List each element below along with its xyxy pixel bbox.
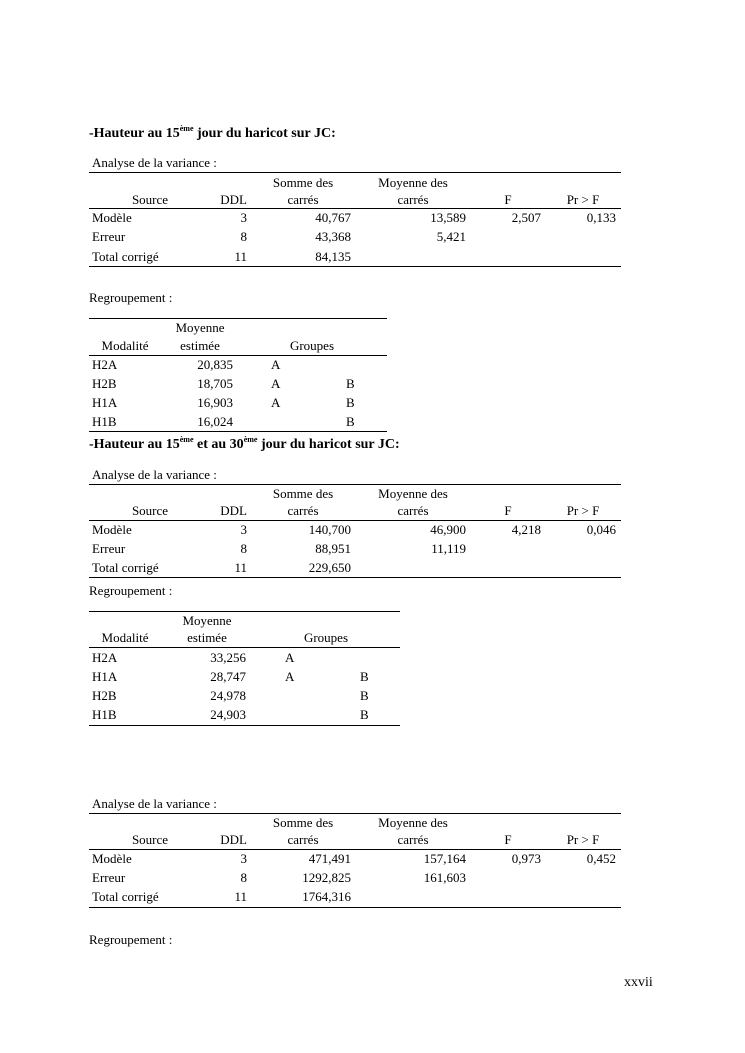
header-ss-line2: carrés	[287, 503, 319, 518]
cell-ms: 11,119	[431, 541, 466, 556]
cell-ddl: 3	[240, 851, 247, 866]
header-f: F	[504, 832, 512, 847]
table-header-rule	[89, 849, 621, 850]
section1-group-label: Regroupement :	[89, 290, 173, 305]
group-letter: B	[360, 669, 369, 684]
group-letter: B	[360, 688, 369, 703]
group-value: 16,903	[197, 395, 233, 410]
table-row: Erreur	[92, 870, 126, 885]
table-top-rule	[89, 484, 621, 485]
group-header-groupes: Groupes	[303, 630, 349, 645]
group-value: 16,024	[197, 414, 233, 429]
group-letter: A	[271, 395, 281, 410]
group-letter: A	[271, 376, 281, 391]
header-ms-line1: Moyenne des	[378, 175, 448, 190]
group-table-header-rule	[89, 355, 387, 356]
table-bottom-rule	[89, 907, 621, 908]
list-item: H1B	[92, 707, 117, 722]
header-ss-line1: Somme des	[272, 486, 334, 501]
group-letter: B	[346, 395, 355, 410]
table-row: Erreur	[92, 541, 126, 556]
header-f: F	[504, 503, 512, 518]
cell-ss: 1292,825	[302, 870, 351, 885]
table-row: Total corrigé	[92, 889, 159, 904]
cell-ss: 40,767	[315, 210, 351, 225]
header-ss-line1: Somme des	[272, 815, 334, 830]
section1-heading: -Hauteur au 15ème jour du haricot sur JC:	[89, 124, 336, 141]
header-ss-line2: carrés	[287, 832, 319, 847]
list-item: H2A	[92, 650, 118, 665]
group-letter: B	[360, 707, 369, 722]
section1-anova-label: Analyse de la variance :	[92, 155, 217, 170]
table-bottom-rule	[89, 577, 621, 578]
cell-ms: 46,900	[430, 522, 466, 537]
cell-ss: 140,700	[308, 522, 351, 537]
table-row: Modèle	[92, 210, 132, 225]
list-item: H2A	[92, 357, 118, 372]
group-header-groupes: Groupes	[289, 338, 335, 353]
table-top-rule	[89, 172, 621, 173]
table-header-rule	[89, 208, 621, 209]
cell-ddl: 3	[240, 522, 247, 537]
cell-ms: 157,164	[423, 851, 466, 866]
group-letter: A	[285, 669, 295, 684]
header-p: Pr > F	[566, 503, 600, 518]
cell-f: 0,973	[511, 851, 541, 866]
group-letter: A	[285, 650, 295, 665]
cell-ss: 471,491	[308, 851, 351, 866]
table-top-rule	[89, 813, 621, 814]
cell-ddl: 8	[240, 870, 247, 885]
group-letter: B	[346, 376, 355, 391]
header-source: Source	[131, 503, 169, 518]
page-number: xxvii	[624, 975, 653, 990]
table-header-rule	[89, 520, 621, 521]
cell-ss: 84,135	[315, 249, 351, 264]
cell-ms: 5,421	[436, 229, 466, 244]
cell-p: 0,133	[586, 210, 616, 225]
section3-group-label: Regroupement :	[89, 932, 173, 947]
header-f: F	[504, 192, 512, 207]
list-item: H2B	[92, 376, 117, 391]
group-table-header-rule	[89, 647, 400, 648]
cell-ms: 161,603	[423, 870, 466, 885]
group-value: 28,747	[210, 669, 246, 684]
cell-ms: 13,589	[430, 210, 466, 225]
cell-p: 0,452	[586, 851, 616, 866]
cell-f: 4,218	[511, 522, 541, 537]
table-row: Erreur	[92, 229, 126, 244]
group-letter: B	[346, 414, 355, 429]
group-header-moy-line2: estimée	[187, 630, 227, 645]
group-header-moy-line1: Moyenne	[182, 613, 232, 628]
group-table-top-rule	[89, 611, 400, 612]
table-row: Total corrigé	[92, 560, 159, 575]
cell-f: 2,507	[511, 210, 541, 225]
group-header-modalite: Modalité	[101, 338, 149, 353]
cell-ddl: 3	[240, 210, 247, 225]
header-ms-line1: Moyenne des	[378, 815, 448, 830]
section3-anova-label: Analyse de la variance :	[92, 796, 217, 811]
header-p: Pr > F	[566, 192, 600, 207]
header-ms-line2: carrés	[397, 503, 429, 518]
group-table-bottom-rule	[89, 725, 400, 726]
section2-heading: -Hauteur au 15ème et au 30ème jour du haricot sur JC:	[89, 435, 400, 452]
table-bottom-rule	[89, 266, 621, 267]
group-table-bottom-rule	[89, 431, 387, 432]
header-ss-line2: carrés	[287, 192, 319, 207]
group-header-moy-line2: estimée	[180, 338, 220, 353]
list-item: H2B	[92, 688, 117, 703]
section2-group-label: Regroupement :	[89, 583, 173, 598]
header-ms-line2: carrés	[397, 832, 429, 847]
header-p: Pr > F	[566, 832, 600, 847]
cell-ss: 88,951	[315, 541, 351, 556]
header-source: Source	[131, 192, 169, 207]
cell-ddl: 11	[234, 560, 247, 575]
table-row: Modèle	[92, 851, 132, 866]
group-header-modalite: Modalité	[101, 630, 149, 645]
group-value: 20,835	[197, 357, 233, 372]
group-value: 24,978	[210, 688, 246, 703]
header-ddl: DDL	[220, 832, 247, 847]
cell-ss: 43,368	[315, 229, 351, 244]
header-ms-line1: Moyenne des	[378, 486, 448, 501]
list-item: H1A	[92, 669, 118, 684]
group-value: 18,705	[197, 376, 233, 391]
section2-anova-label: Analyse de la variance :	[92, 467, 217, 482]
group-header-moy-line1: Moyenne	[175, 320, 225, 335]
group-value: 24,903	[210, 707, 246, 722]
cell-ss: 1764,316	[302, 889, 351, 904]
cell-p: 0,046	[586, 522, 616, 537]
group-letter: A	[271, 357, 281, 372]
table-row: Modèle	[92, 522, 132, 537]
cell-ss: 229,650	[308, 560, 351, 575]
header-ddl: DDL	[220, 192, 247, 207]
header-ss-line1: Somme des	[272, 175, 334, 190]
header-ms-line2: carrés	[397, 192, 429, 207]
cell-ddl: 8	[240, 229, 247, 244]
header-source: Source	[131, 832, 169, 847]
list-item: H1B	[92, 414, 117, 429]
list-item: H1A	[92, 395, 118, 410]
cell-ddl: 8	[240, 541, 247, 556]
cell-ddl: 11	[234, 889, 247, 904]
group-value: 33,256	[210, 650, 246, 665]
table-row: Total corrigé	[92, 249, 159, 264]
group-table-top-rule	[89, 318, 387, 319]
header-ddl: DDL	[220, 503, 247, 518]
cell-ddl: 11	[234, 249, 247, 264]
